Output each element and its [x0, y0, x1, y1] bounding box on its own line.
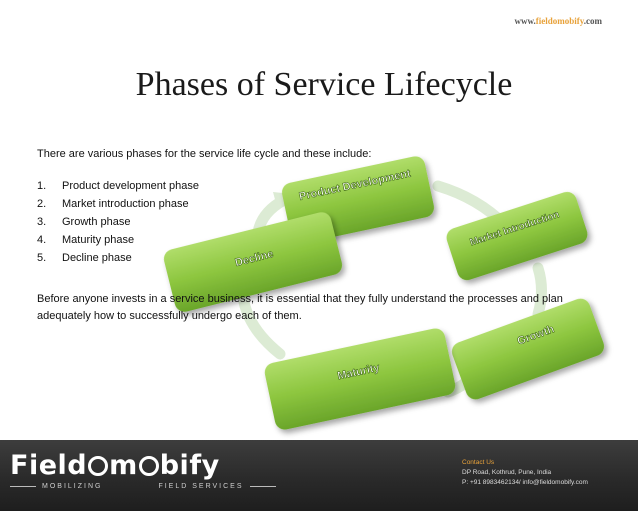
list-item: [37, 198, 199, 216]
contact-info: [462, 458, 588, 488]
contact-heading: Contact Us: [462, 459, 495, 466]
tagline-right: FIELD SERVICES: [158, 483, 244, 490]
list-label: Maturity phase: [62, 234, 135, 246]
page-title: Phases of Service Lifecycle: [135, 66, 513, 103]
stage-label-maturity: Maturity: [336, 361, 381, 383]
list-item: [37, 234, 199, 252]
stage-label-decline: Decline: [233, 248, 275, 270]
tagline-rule: [10, 486, 36, 487]
list-label: Decline phase: [62, 252, 132, 264]
location-ring-icon: [88, 456, 108, 476]
contact-phone-email[interactable]: P: +91 8983462134/ info@fieldomobify.com: [462, 479, 588, 486]
list-number: 1.: [37, 180, 47, 192]
list-number: 3.: [37, 216, 47, 228]
list-item: [37, 216, 199, 234]
contact-address: DP Road, Kothrud, Pune, India: [462, 469, 552, 476]
brand-wordmark: [10, 451, 276, 481]
list-item: [37, 252, 199, 270]
list-label: Product development phase: [62, 180, 199, 192]
footer-bar: [0, 440, 638, 511]
list-number: 4.: [37, 234, 47, 246]
list-label: Market introduction phase: [62, 198, 189, 210]
stage-label-product-development: Product Development: [298, 167, 412, 204]
tagline-rule: [250, 486, 276, 487]
brand-tagline: [10, 483, 276, 490]
intro-text: There are various phases for the service life cycle and these include:: [37, 148, 372, 160]
url-prefix: www.: [514, 16, 536, 26]
list-number: 2.: [37, 198, 47, 210]
location-ring-icon: [139, 456, 159, 476]
list-item: [37, 180, 199, 198]
brand-part-1: Field: [10, 450, 88, 481]
stage-box-market-introduction: [444, 189, 590, 282]
phase-list: [37, 180, 199, 270]
stage-label-market-introduction: Market Introduction: [468, 209, 561, 249]
brand-part-2: m: [109, 450, 138, 481]
brand-logo[interactable]: [10, 451, 276, 490]
list-number: 5.: [37, 252, 47, 264]
list-label: Growth phase: [62, 216, 131, 228]
tagline-left: MOBILIZING: [42, 483, 103, 490]
closing-text: Before anyone invests in a service business, it is essential that they fully understand the processes and plan adequately how to successfully undergo each of them.: [37, 293, 563, 322]
stage-box-maturity: [263, 327, 457, 432]
url-brand: fieldomobify: [535, 16, 584, 26]
url-suffix: .com: [583, 16, 602, 26]
stage-label-growth: Growth: [515, 323, 556, 348]
brand-part-3: bify: [159, 450, 220, 481]
